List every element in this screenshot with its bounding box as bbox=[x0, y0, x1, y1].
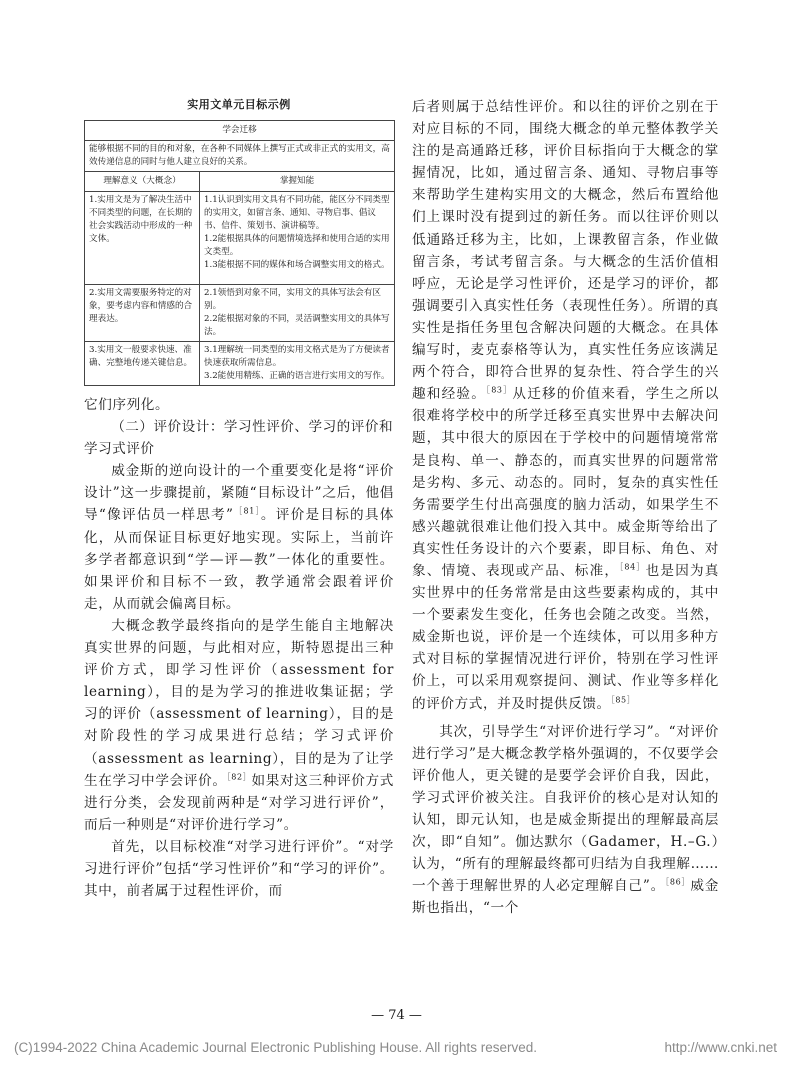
skill-item: 2.1领悟到对象不同，实用文的具体写法会有区别。 bbox=[204, 288, 381, 311]
copyright-text: (C)1994-2022 China Academic Journal Electronic Publishing House. All rights reserved. bbox=[14, 1040, 538, 1055]
transfer-header: 学会迁移 bbox=[85, 121, 395, 141]
table-row bbox=[85, 285, 395, 342]
left-column bbox=[84, 96, 394, 902]
skill-item: 3.2能使用精练、正确的语言进行实用文的写作。 bbox=[204, 371, 390, 381]
skill-item: 2.2能根据对象的不同，灵活调整实用文的具体写法。 bbox=[204, 314, 390, 337]
body-paragraph: 后者则属于总结性评价。和以往的评价之别在于对应目标的不同，围绕大概念的单元整体教学关注的是高通路迁移，评价目标指向于大概念的掌握情况，比如，通过留言条、通知、寻物启事等来帮助学生建构实用文的大概念，然后布置给他们上课时没有提到过的新任务。而以往评价则以低通路迁移为主，比如，上课教留言条，作业做留言条，考试考留言条。与大概念的生活价值相呼应，无论是学习性评价，还是学习的评价，都强调要引入真实性任务（表现性任务）。所谓的真实性是指任务里包含解决问题的大概念。在具体编写时，麦克泰格等认为，真实性任务应该满足两个符合，即符合世界的复杂性、符合学生的兴趣和经验。$^{[83]}$从迁移的价值来看，学生之所以很难将学校中的所学迁移至真实世界中去解决问题，其中很大的原因在于学校中的问题情境常常是良构、单一、静态的，而真实世界的问题常常是劣构、多元、动态的。同时，复杂的真实性任务需要学生付出高强度的脑力活动，如果学生不感兴趣就很难让他们投入其中。威金斯等给出了真实性任务设计的六个要素，即目标、角色、对象、情境、表现或产品、标准，$^{[84]}$也是因为真实世界中的任务常常是由这些要素构成的，其中一个要素发生变化，任务也会随之改变。当然，威金斯也说，评价是一个连续体，可以用多种方式对目标的掌握情况进行评价，特别在学习性评价上，可以采用观察提问、测试、作业等多样化的评价方式，并及时提供反馈。$^{[85]}$ bbox=[412, 99, 720, 712]
skills-cell bbox=[200, 285, 395, 342]
meaning-cell: 2.实用文需要服务特定的对象，要考虑内容和情感的合理表达。 bbox=[85, 285, 200, 342]
meaning-cell: 3.实用文一般要求快速、准确、完整地传递关键信息。 bbox=[85, 342, 200, 386]
citation-ref: ［82］ bbox=[226, 772, 252, 782]
skills-cell bbox=[200, 192, 395, 285]
skill-item: 1.3能根据不同的媒体和场合调整实用文的格式。 bbox=[204, 260, 390, 270]
skills-cell bbox=[200, 342, 395, 386]
body-paragraph: 其次，引导学生“对评价进行学习”。“对评价进行学习”是大概念教学格外强调的，不仅要学会评价他人，更关键的是要学会评价自我，因此，学习式评价被关注。自我评价的核心是对认知的认知，即元认知，也是威金斯提出的理解最高层次，即“自知”。伽达默尔（Gadamer，H.–G.）认为，“所有的理解最终都可归结为自我理解……一个善于理解世界的人必定理解自己”。$^{[86]}$威金斯也指出，“一个 bbox=[412, 723, 719, 917]
section-heading: （二）评价设计：学习性评价、学习的评价和学习式评价 bbox=[84, 419, 394, 458]
skill-item: 1.1认识到实用文具有不同功能，能区分不同类型的实用文，如留言条、通知、寻物启事、倡议书、信件、策划书、演讲稿等。 bbox=[204, 195, 390, 231]
skill-item: 1.2能根据具体的问题情境选择和使用合适的实用文类型。 bbox=[204, 234, 390, 257]
citation-ref: ［83］ bbox=[486, 385, 513, 395]
table-caption: 实用文单元目标示例 bbox=[187, 98, 291, 111]
citation-ref: ［85］ bbox=[610, 695, 636, 704]
right-column bbox=[412, 96, 719, 919]
body-paragraph: 它们序列化。 bbox=[84, 397, 170, 413]
table-row bbox=[85, 192, 395, 285]
page-number: — 74 — bbox=[371, 1008, 422, 1023]
citation-ref: ［86］ bbox=[665, 877, 691, 887]
unit-goals-table bbox=[84, 120, 395, 386]
body-paragraph: 首先，以目标校准“对学习进行评价”。“对学习进行评价”包括“学习性评价”和“学习的评价”。其中，前者属于过程性评价，而 bbox=[84, 838, 394, 900]
citation-ref: ［84］ bbox=[619, 562, 646, 572]
meaning-cell: 1.实用文是为了解决生活中不同类型的问题，在长期的社会实践活动中形成的一种文体。 bbox=[85, 192, 200, 285]
transfer-text: 能够根据不同的目的和对象，在各种不同媒体上撰写正式或非正式的实用文，高效传递信息的同时与他人建立良好的关系。 bbox=[85, 141, 395, 172]
table-row bbox=[85, 342, 395, 386]
citation-ref: ［81］ bbox=[233, 506, 261, 516]
footer-url[interactable]: http://www.cnki.net bbox=[664, 1040, 777, 1055]
body-paragraph: 威金斯的逆向设计的一个重要变化是将“评价设计”这一步骤提前，紧随“目标设计”之后，他倡导“像评估员一样思考”$^{[81]}$。评价是目标的具体化，从而保证目标更好地实现。实际上，当前许多学者都意识到“学—评—教”一体化的重要性。如果评价和目标不一致，教学通常会跟着评价走，从而就会偏离目标。 bbox=[84, 463, 394, 612]
skill-item: 3.1理解统一同类型的实用文格式是为了方便读者快速获取所需信息。 bbox=[204, 345, 390, 368]
body-paragraph: 大概念教学最终指向的是学生能自主地解决真实世界的问题，与此相对应，斯特恩提出三种评价方式，即学习性评价（assessment for learning），目的是为学习的推进收集证据；学习的评价（assessment of learning），目的是对阶段性的学习成果进行总结；学习式评价（assessment as learning），目的是为了让学生在学习中学会评价。$^{[82]}$如果对这三种评价方式进行分类，会发现前两种是“对学习进行评价”，而后一种则是“对评价进行学习”。 bbox=[84, 617, 395, 833]
skills-column-header: 掌握知能 bbox=[200, 172, 395, 192]
copyright-footer bbox=[14, 1040, 779, 1055]
meaning-column-header: 理解意义（大概念） bbox=[85, 172, 200, 192]
